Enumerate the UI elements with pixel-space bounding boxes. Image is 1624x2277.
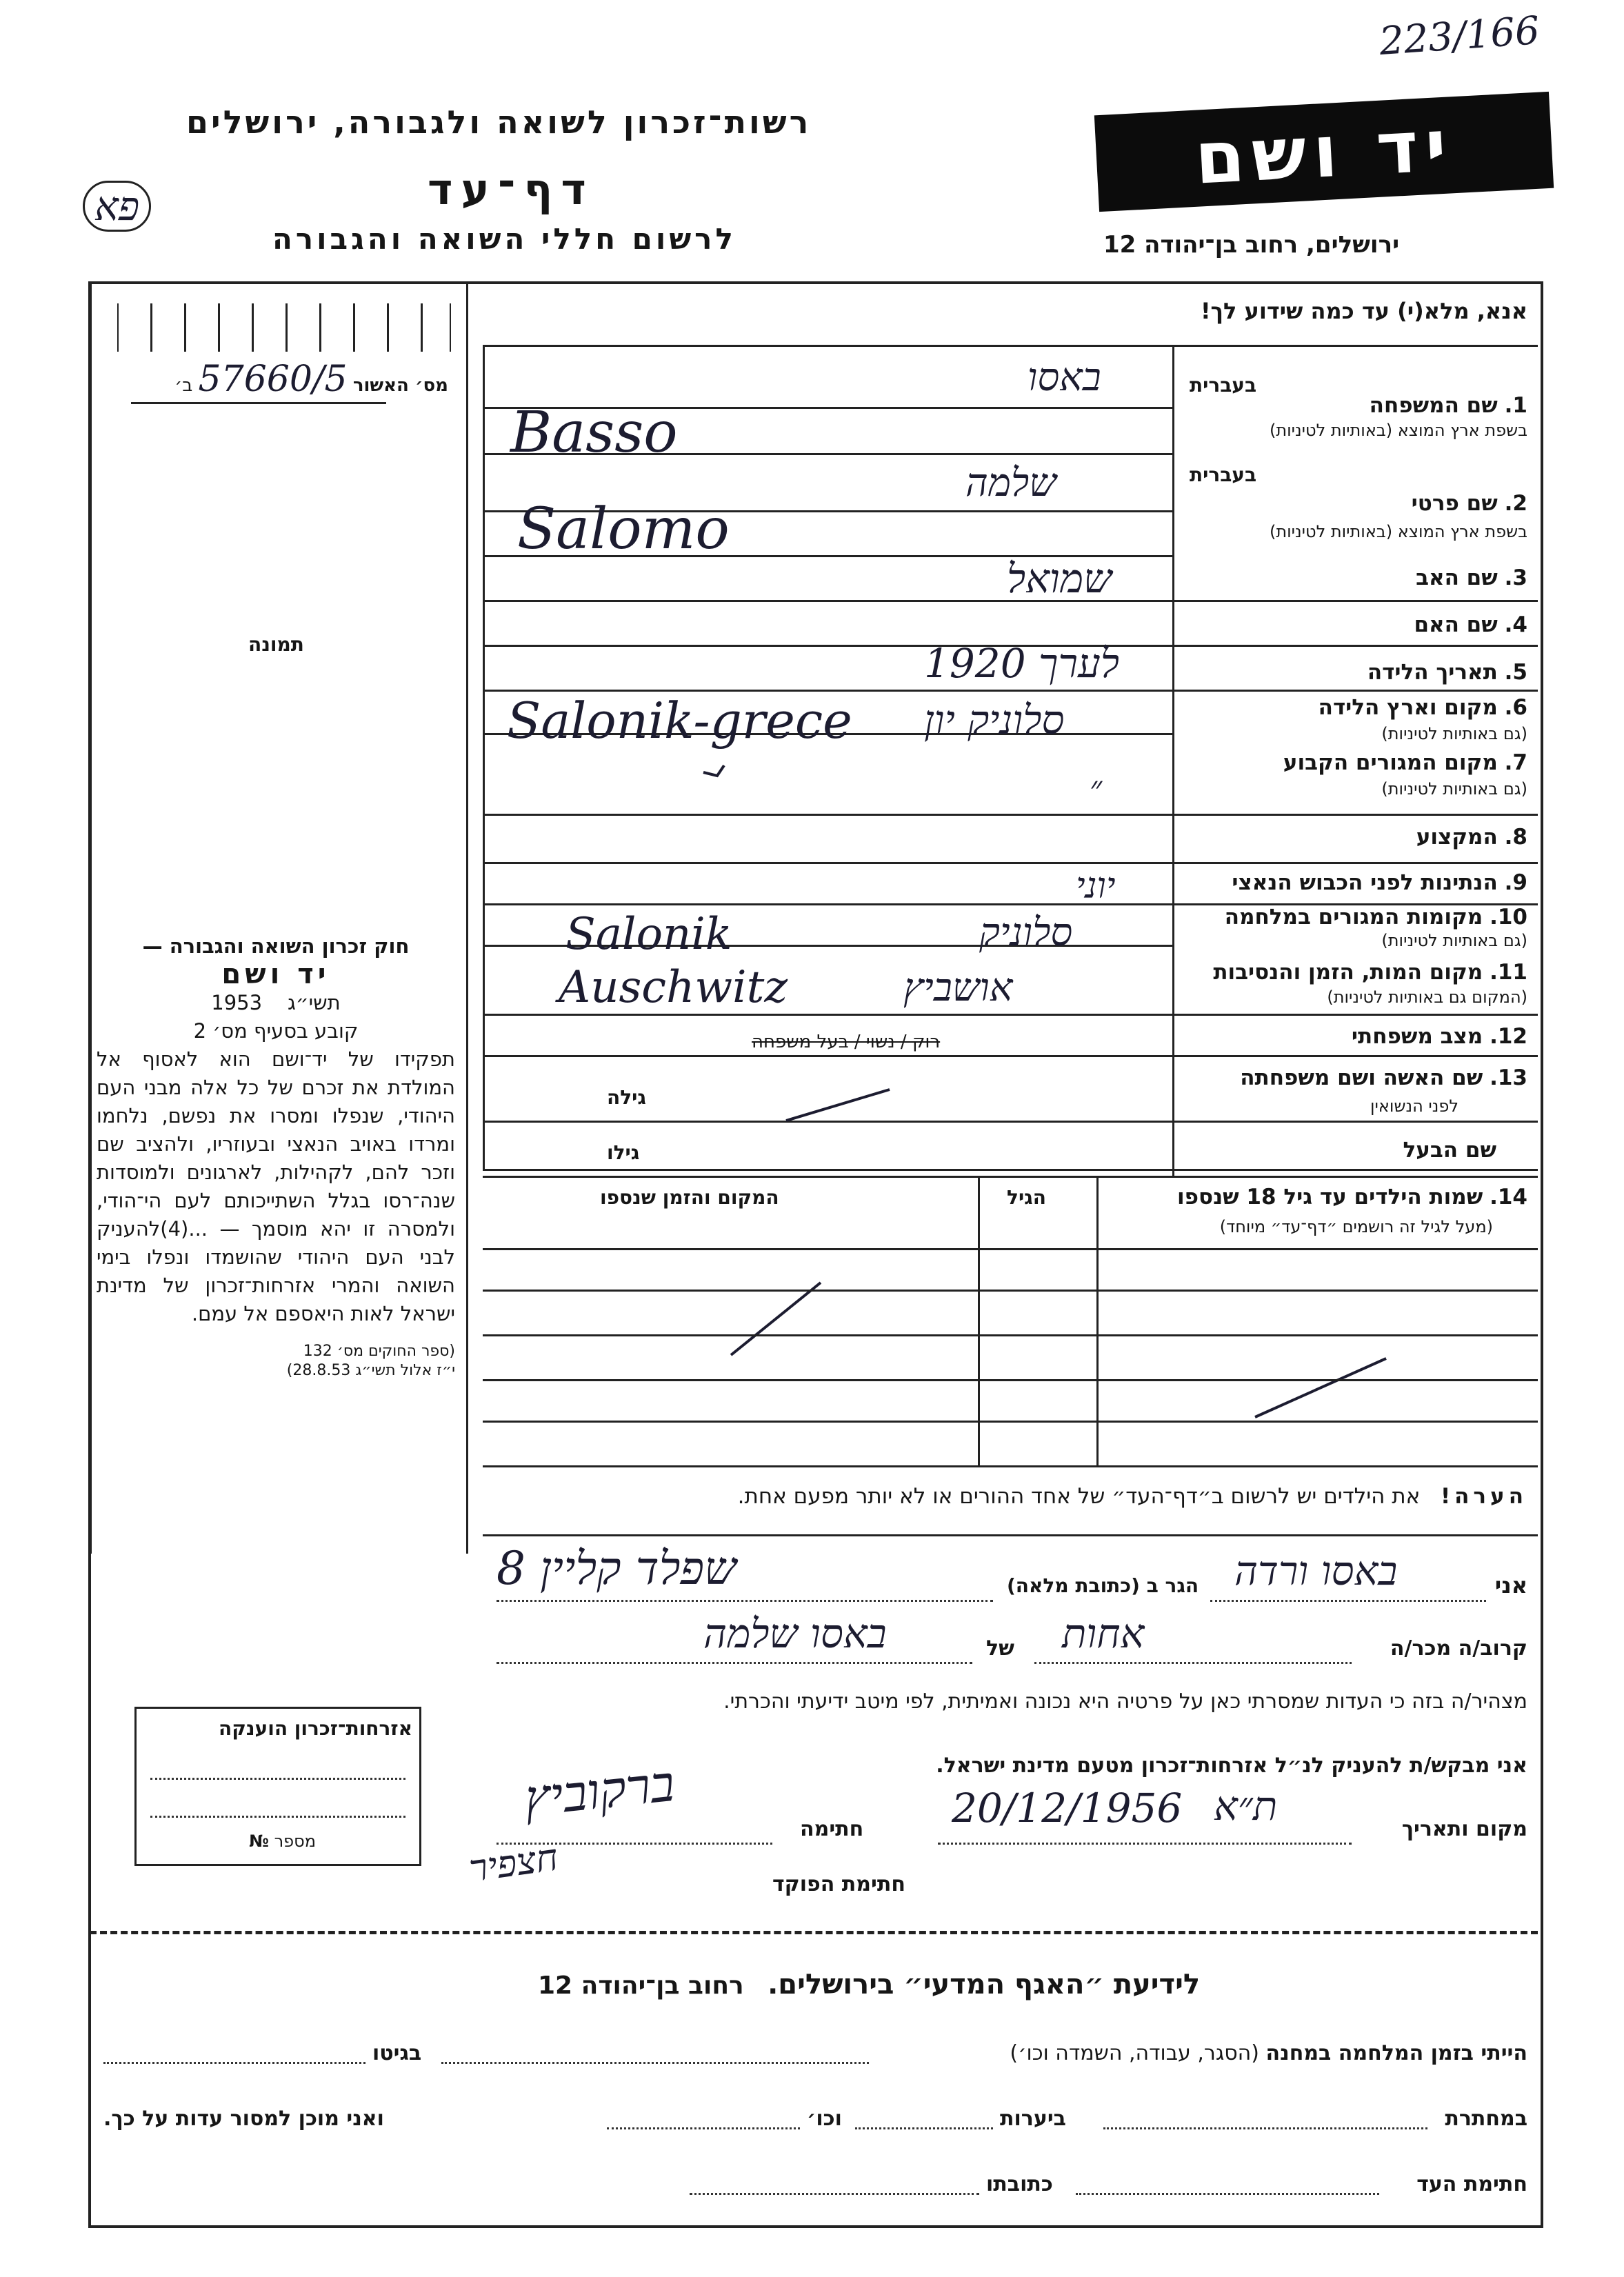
field-6-latin-value: Salonik-grece bbox=[507, 692, 852, 750]
field-1-hebrew-value: באסו bbox=[1027, 355, 1101, 400]
approval-suffix: ב׳ bbox=[174, 375, 193, 396]
footer-ghetto-label: בגיטו bbox=[372, 2041, 422, 2065]
field-13-label: 13. שם האשה ושם משפחתה bbox=[1240, 1065, 1527, 1090]
approval-label: מס׳ האשור bbox=[352, 375, 448, 396]
field-10-sub: (גם באותיות לטיניות) bbox=[1381, 931, 1527, 950]
field-11-latin-value: Auschwitz bbox=[559, 962, 788, 1013]
note-label: הערה! bbox=[1440, 1484, 1527, 1509]
place-date-label: מקום ותאריך bbox=[1401, 1817, 1527, 1841]
field-1-latin-value: Basso bbox=[510, 400, 678, 465]
field-11-label: 11. מקום המות, הזמן והנסיבות bbox=[1213, 960, 1527, 985]
footer-signature-label: חתימת העד bbox=[1416, 2172, 1527, 2196]
citizenship-line-1 bbox=[150, 1778, 405, 1780]
field-1-sub: בשפת ארץ המוצא (באותיות לטיניות) bbox=[1270, 421, 1527, 440]
place-date-line bbox=[938, 1843, 1352, 1845]
relation-line bbox=[1034, 1662, 1352, 1664]
law-year: 1953 bbox=[211, 991, 263, 1014]
field-11-hebrew-value: אושביץ bbox=[903, 965, 1013, 1010]
husband-label: שם הבעל bbox=[1403, 1138, 1496, 1163]
officer-value: חצפיר bbox=[466, 1835, 561, 1891]
citizenship-line-2 bbox=[150, 1816, 405, 1818]
note-row bbox=[738, 1484, 1527, 1509]
children-place-header: המקום והזמן שנספו bbox=[600, 1186, 779, 1209]
relation-value: אחות bbox=[1062, 1610, 1145, 1657]
field-2-latin-value: Salomo bbox=[517, 496, 730, 562]
of-line bbox=[497, 1662, 972, 1664]
wife-age-label: גילה bbox=[607, 1086, 646, 1109]
children-row-1 bbox=[483, 1290, 1538, 1292]
field-2-label: 2. שם פרטי bbox=[1411, 491, 1527, 516]
children-top-line bbox=[483, 1176, 1538, 1178]
footer-camp-types: (הסגר, עבודה, השמדה וכו׳) bbox=[1010, 2041, 1259, 2065]
children-row-3 bbox=[483, 1379, 1538, 1381]
field-5-label: 5. תאריך הלידה bbox=[1367, 660, 1527, 685]
header-address: ירושלים, רחוב בן־יהודה 12 bbox=[1103, 231, 1400, 259]
footer-signature-line bbox=[1076, 2193, 1379, 2195]
footer-line-1 bbox=[1010, 2041, 1527, 2065]
footer-etc-label: וכו׳ bbox=[807, 2107, 842, 2131]
place-value: ת״א bbox=[1214, 1783, 1278, 1829]
witness-name-line bbox=[1210, 1600, 1486, 1602]
corner-handwritten-mark: פא bbox=[83, 181, 151, 232]
field-3-value: שמואל bbox=[1007, 555, 1112, 602]
children-sub: (מעל לגיל זה רושמים ״דף־עד״ מיוחד) bbox=[1219, 1217, 1493, 1236]
note-bottom-line bbox=[483, 1534, 1538, 1536]
footer-title-row bbox=[538, 1969, 1200, 2000]
logo-text: יד ושם bbox=[1192, 103, 1456, 201]
photo-label: תמונה bbox=[248, 633, 304, 656]
field-10-label: 10. מקומות המגורים במלחמה bbox=[1224, 905, 1527, 930]
field-7-value: ״ bbox=[1090, 769, 1103, 808]
authority-name: רשות־זכרון לשואה ולגבורה, ירושלים bbox=[186, 103, 812, 141]
footer-testify-label: ואני מוכן למסור עדות על כך. bbox=[103, 2107, 384, 2131]
field-10-latin-value: Salonik bbox=[565, 909, 732, 960]
field-13-sub: לפני הנשואין bbox=[1370, 1096, 1458, 1116]
field-12-label: 12. מצב משפחתי bbox=[1351, 1024, 1527, 1049]
citizenship-number-label: מספר bbox=[274, 1832, 316, 1851]
relative-label: קרוב/ה מכר/ה bbox=[1390, 1636, 1527, 1661]
field-9-value: יוני bbox=[1076, 865, 1116, 907]
law-source-2: י״ז אלול תשי״ג 28.8.53) bbox=[286, 1362, 455, 1379]
law-year-hebrew: תשי״ג bbox=[287, 991, 341, 1014]
field-6-sub: (גם באותיות לטיניות) bbox=[1381, 724, 1527, 743]
of-label: של bbox=[986, 1636, 1014, 1661]
footer-forests-label: ביערות bbox=[1000, 2107, 1066, 2131]
field-7-sub: (גם באותיות לטיניות) bbox=[1381, 779, 1527, 799]
children-age-header: הגיל bbox=[1007, 1186, 1046, 1209]
request: אני מבקש/ת להעניק לנ״ל אזרחות־זכרון מטעם מדינת ישראל. bbox=[936, 1754, 1527, 1778]
statement: מצהיר/ה בזה כי העדות שמסרתי כאן על פרטיה היא נכונה ואמיתית, לפי מיטב ידיעתי והכרתי. bbox=[723, 1689, 1527, 1714]
archive-number: 223/166 bbox=[1378, 8, 1541, 65]
i-label: אני bbox=[1494, 1572, 1527, 1598]
children-row-4 bbox=[483, 1421, 1538, 1423]
footer-divider bbox=[90, 1931, 1538, 1934]
field-7-label: 7. מקום המגורים הקבוע bbox=[1283, 750, 1527, 775]
field-4-label: 4. שם האם bbox=[1414, 612, 1527, 637]
law-clause: קובע בסעיף מס׳ 2 bbox=[193, 1019, 359, 1043]
address-value: שפלד קליין 8 bbox=[497, 1542, 736, 1595]
of-value: באסו שלמה bbox=[703, 1610, 887, 1657]
field-10-hebrew-value: סלוניק bbox=[979, 910, 1073, 955]
footer-address: רחוב בן־יהודה 12 bbox=[538, 1972, 744, 2000]
field-6-label: 6. מקום וארץ הלידה bbox=[1318, 695, 1527, 720]
hebrew-tag-2: בעברית bbox=[1190, 463, 1257, 486]
footer-camp-line bbox=[441, 2062, 869, 2064]
citizenship-number-row bbox=[143, 1832, 316, 1851]
children-title: 14. שמות הילדים עד גיל 18 שנספו bbox=[1176, 1185, 1527, 1210]
husband-age-label: גילו bbox=[607, 1141, 640, 1164]
footer-address-label: כתובתו bbox=[986, 2172, 1053, 2196]
field-8-label: 8. המקצוע bbox=[1416, 825, 1527, 850]
footer-underground-line bbox=[1103, 2127, 1427, 2129]
signature-value: ברקוביץ bbox=[521, 1754, 677, 1828]
hebrew-tag-1: בעברית bbox=[1190, 374, 1257, 397]
officer-label: חתימת הפוקד bbox=[772, 1872, 905, 1896]
form-title: דף־עד bbox=[428, 164, 594, 214]
citizenship-box bbox=[134, 1707, 421, 1866]
children-row-2 bbox=[483, 1334, 1538, 1336]
field-12-value: רוק / נשוי / בעל משפחה bbox=[752, 1032, 941, 1052]
field-6-hebrew-value: סלוניק יון bbox=[924, 696, 1065, 743]
address-label: הגר ב (כתובת מלאה) bbox=[1007, 1574, 1199, 1597]
law-source-1: (ספר החוקים מס׳ 132 bbox=[303, 1343, 455, 1360]
field-3-label: 3. שם האב bbox=[1416, 565, 1527, 590]
law-title: חוק זכרון השואה והגבורה — bbox=[142, 934, 410, 958]
footer-title: לידיעת ״האגף המדעי״ בירושלים. bbox=[768, 1969, 1201, 2000]
approval-number: 57660/5 bbox=[198, 359, 348, 400]
date-value: 20/12/1956 bbox=[952, 1785, 1183, 1832]
footer-forests-line bbox=[855, 2127, 993, 2129]
intro-line: אנא, מלא(י) עד כמה שידוע לך! bbox=[1200, 298, 1527, 324]
field-11-sub: (המקום גם באותיות לטיניות) bbox=[1327, 987, 1527, 1007]
footer-camp-label: הייתי בזמן המלחמה במחנה bbox=[1265, 2041, 1527, 2065]
witness-name: באסו ורדה bbox=[1234, 1547, 1398, 1594]
citizenship-title: אזרחות־זכרון הוענקה bbox=[219, 1717, 412, 1740]
note-text: את הילדים יש לרשום ב״דף־העד״ של אחד ההורים או לא יותר מפעם אחת. bbox=[737, 1484, 1421, 1509]
law-logo: יד ושם bbox=[221, 959, 330, 990]
children-bottom-line bbox=[483, 1465, 1538, 1467]
footer-etc-line bbox=[607, 2127, 800, 2129]
signature-label: חתימה bbox=[800, 1817, 864, 1841]
citizenship-number-sign: № bbox=[249, 1832, 269, 1851]
form-subtitle: לרשום חללי השואה והגבורה bbox=[272, 222, 736, 256]
field-5-value: לערך 1920 bbox=[924, 640, 1119, 687]
footer-underground-label: במחתרת bbox=[1445, 2107, 1527, 2131]
address-line bbox=[497, 1600, 993, 1602]
field-2-sub: בשפת ארץ המוצא (באותיות לטיניות) bbox=[1270, 522, 1527, 541]
field-2-hebrew-value: שלמה bbox=[965, 461, 1056, 505]
footer-ghetto-line bbox=[103, 2062, 365, 2064]
footer-address-line bbox=[690, 2193, 979, 2195]
law-body: תפקידו של יד־ושם הוא לאסוף אל המולדת את זכרם של כל אלה מבני העם היהודי, שנפלו ומסרו את נפשם, נלחמו ומרדו באויב הנאצי ובעוזריו, ולהציב שם וזכר להם, לקהילות, לארגונים ולמוסדות שנה־רסו בגלל השתייכותם לעם הי־הודי, ולמסרה זו יהא מוסמך — ...(4)להעניק לבני העם היהודי שהושמדו ונפלו בימי השואה והמרי אזרחות־זכרון של מדינת ישראל לאות היאספם אל עמם. bbox=[97, 1047, 455, 1325]
children-header-line bbox=[483, 1248, 1538, 1250]
field-9-label: 9. הנתינות לפני הכבוש הנאצי bbox=[1232, 870, 1527, 895]
field-1-label: 1. שם המשפחה bbox=[1369, 393, 1527, 418]
